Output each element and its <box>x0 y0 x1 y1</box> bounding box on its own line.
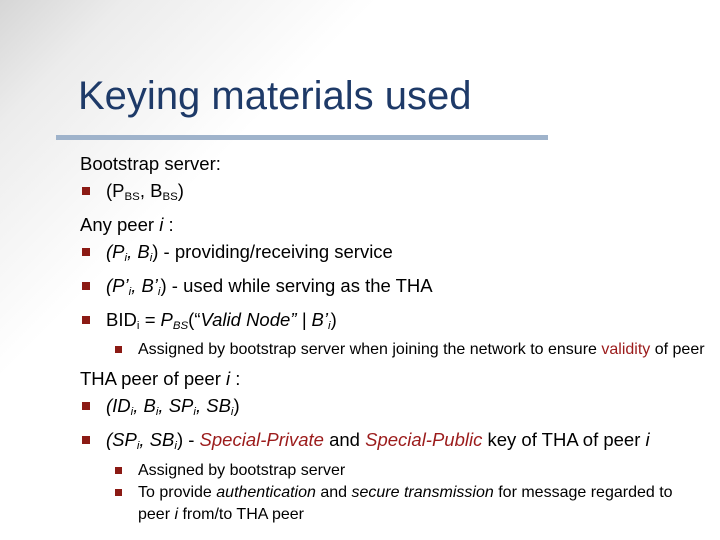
peer-pair-text: ($P_i$, $B_i$) - providing/receiving service <box>106 240 393 264</box>
bullet-bs-pair <box>80 177 705 211</box>
sub-bullet-assigned-validity <box>80 339 705 361</box>
bullet-id-tuple <box>80 392 705 426</box>
square-bullet-icon <box>115 489 122 496</box>
bootstrap-server-text: Bootstrap server: <box>80 153 221 174</box>
assigned-bootstrap-text: Assigned by bootstrap server <box>138 462 346 480</box>
bs-pair-text: ($P_{BS}$, $B_{BS}$) <box>106 180 184 203</box>
square-bullet-icon <box>82 402 90 410</box>
bullet-peer-pair <box>80 238 705 272</box>
slide-title: Keying materials used <box>78 74 472 118</box>
square-bullet-icon <box>115 346 122 353</box>
assigned-validity-text: Assigned by bootstrap server when joining the network to ensure validity of peer <box>138 341 705 359</box>
bootstrap-server-heading <box>80 150 705 177</box>
slide-body <box>80 150 705 526</box>
bullet-bid <box>80 306 705 340</box>
bid-formula-text: $BID_i$ = $P_{BS}(“Valid$ Node” | $B’_i$) <box>106 308 337 332</box>
tha-peer-heading: THA peer of peer i : <box>80 368 241 390</box>
sub-bullet-assigned <box>80 460 705 482</box>
id-tuple-text: ($ID_i$, $B_i$, $SP_i$, $SB_i$) <box>106 395 240 419</box>
square-bullet-icon <box>82 316 90 324</box>
sub-bullet-authentication <box>80 482 705 526</box>
square-bullet-icon <box>82 436 90 444</box>
any-peer-heading: Any peer i : <box>80 213 174 235</box>
sp-sb-text: ($SP_i$, $SB_i$) - Special-Private and Special-Public key of THA of peer i <box>106 429 650 453</box>
title-underline <box>56 135 548 140</box>
square-bullet-icon <box>115 467 122 474</box>
square-bullet-icon <box>82 187 90 195</box>
bullet-tha-pair <box>80 272 705 306</box>
square-bullet-icon <box>82 282 90 290</box>
authentication-text: To provide authentication and secure transmission for message regarded to peer i from/to THA peer <box>138 484 673 524</box>
square-bullet-icon <box>82 248 90 256</box>
tha-pair-text: ($P’_i$, $B’_i$) - used while serving as the THA <box>106 274 433 298</box>
bullet-sp-sb <box>80 426 705 460</box>
